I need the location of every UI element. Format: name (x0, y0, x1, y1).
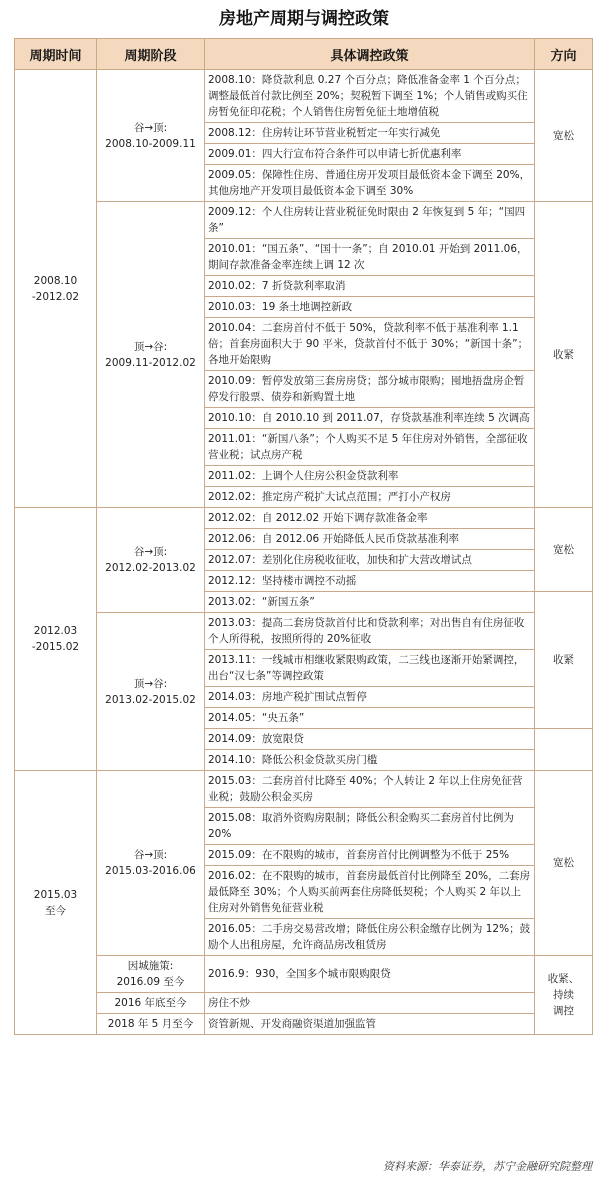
direction-cell-empty (535, 729, 593, 771)
cycle-stage: 谷→顶: 2012.02-2013.02 (97, 508, 205, 613)
table-row (15, 771, 593, 808)
cycle-stage: 顶→谷: 2013.02-2015.02 (97, 613, 205, 771)
cycle-stage: 2018 年 5 月至今 (97, 1014, 205, 1035)
cycle-stage: 2016 年底至今 (97, 993, 205, 1014)
policy-cell: 2015.09：在不限购的城市，首套房首付比例调整为不低于 25% (205, 845, 535, 866)
header-cycle-stage: 周期阶段 (97, 39, 205, 70)
policy-cell: 2012.02：推定房产税扩大试点范围；严打小产权房 (205, 487, 535, 508)
direction-cell: 宽松 (535, 771, 593, 956)
policy-cell: 房住不炒 (205, 993, 535, 1014)
policy-cell: 2010.03：19 条土地调控新政 (205, 297, 535, 318)
policy-cell: 2008.12：住房转让环节营业税暂定一年实行减免 (205, 123, 535, 144)
policy-cell: 2014.09：放宽限贷 (205, 729, 535, 750)
header-cycle-time: 周期时间 (15, 39, 97, 70)
policy-cell: 2010.04：二套房首付不低于 50%，贷款利率不低于基准利率 1.1 倍；首套房面积大于 90 平米，贷款首付不低于 30%；“新国十条”；各地开始限购 (205, 318, 535, 371)
policy-cell: 2016.02：在不限购的城市，首套房最低首付比例降至 20%，二套房最低降至 30%；个人购买前两套住房降低契税；个人购买 2 年以上住房对外销售免征营业税 (205, 866, 535, 919)
policy-cell: 2016.9：930，全国多个城市限购限贷 (205, 956, 535, 993)
policy-cell: 2012.06：自 2012.06 开始降低人民币贷款基准利率 (205, 529, 535, 550)
cycle-stage: 顶→谷: 2009.11-2012.02 (97, 202, 205, 508)
policy-cell: 2013.02：“新国五条” (205, 592, 535, 613)
policy-cell: 2015.08：取消外资购房限制；降低公积金购买二套房首付比例为 20% (205, 808, 535, 845)
page-title: 房地产周期与调控政策 (219, 9, 389, 29)
table-row (15, 70, 593, 123)
policy-cell: 2010.02：7 折贷款利率取消 (205, 276, 535, 297)
cycle-time: 2012.03 -2015.02 (15, 508, 97, 771)
cycle-stage: 谷→顶: 2008.10-2009.11 (97, 70, 205, 202)
header-direction: 方向 (535, 39, 593, 70)
table-row (15, 1014, 593, 1035)
table-header-row (15, 39, 593, 70)
table-row (15, 508, 593, 529)
cycle-stage: 因城施策: 2016.09 至今 (97, 956, 205, 993)
policy-cell: 资管新规、开发商融资渠道加强监管 (205, 1014, 535, 1035)
table-row (15, 613, 593, 650)
cycle-stage: 谷→顶: 2015.03-2016.06 (97, 771, 205, 956)
direction-cell: 收紧 (535, 592, 593, 729)
direction-cell: 收紧、 持续 调控 (535, 956, 593, 1035)
direction-cell: 宽松 (535, 70, 593, 202)
table-row (15, 993, 593, 1014)
policy-cell: 2008.10：降贷款利息 0.27 个百分点；降低准备金率 1 个百分点；调整最低首付款比例至 20%；契税暂下调至 1%；个人销售或购买住房暂免征印花税；个人销售住房暂免征土地增值税 (205, 70, 535, 123)
policy-cell: 2011.01：“新国八条”；个人购买不足 5 年住房对外销售，全部征收营业税；试点房产税 (205, 429, 535, 466)
policy-cell: 2011.02：上调个人住房公积金贷款利率 (205, 466, 535, 487)
direction-cell: 宽松 (535, 508, 593, 592)
policy-cell: 2010.10：自 2010.10 到 2011.07，存贷款基准利率连续 5 次调高 (205, 408, 535, 429)
policy-cell: 2009.12：个人住房转让营业税征免时限由 2 年恢复到 5 年；“国四条” (205, 202, 535, 239)
policy-cell: 2014.03：房地产税扩围试点暂停 (205, 687, 535, 708)
header-policy: 具体调控政策 (205, 39, 535, 70)
policy-cell: 2009.05：保障性住房、普通住房开发项目最低资本金下调至 20%，其他房地产开发项目最低资本金下调至 30% (205, 165, 535, 202)
policy-cell: 2014.05：“央五条” (205, 708, 535, 729)
policy-cell: 2012.07：差别化住房税收征收，加快和扩大营改增试点 (205, 550, 535, 571)
policy-cell: 2010.09：暂停发放第三套房房贷；部分城市限购；囤地捂盘房企暂停发行股票、债券和新购置土地 (205, 371, 535, 408)
source-note: 资料来源：华泰证券，苏宁金融研究院整理 (383, 1160, 592, 1173)
policy-cell: 2015.03：二套房首付比降至 40%；个人转让 2 年以上住房免征营业税；鼓励公积金买房 (205, 771, 535, 808)
policy-cell: 2014.10：降低公积金贷款买房门槛 (205, 750, 535, 771)
cycle-time: 2008.10 -2012.02 (15, 70, 97, 508)
table-row (15, 202, 593, 239)
policy-cell: 2013.03：提高二套房贷款首付比和贷款利率；对出售自有住房征收个人所得税，按照所得的 20%征收 (205, 613, 535, 650)
policy-table (14, 38, 593, 1035)
cycle-time: 2015.03 至今 (15, 771, 97, 1035)
policy-cell: 2010.01：“国五条”、“国十一条”；自 2010.01 开始到 2011.06，期间存款准备金率连续上调 12 次 (205, 239, 535, 276)
table-row (15, 956, 593, 993)
policy-cell: 2009.01：四大行宣布符合条件可以申请七折优惠利率 (205, 144, 535, 165)
policy-cell: 2013.11：一线城市相继收紧限购政策，二三线也逐渐开始紧调控，出台“汉七条”等调控政策 (205, 650, 535, 687)
policy-cell: 2012.02：自 2012.02 开始下调存款准备金率 (205, 508, 535, 529)
policy-cell: 2012.12：坚持楼市调控不动摇 (205, 571, 535, 592)
policy-cell: 2016.05：二手房交易营改增；降低住房公积金缴存比例为 12%；鼓励个人出租房屋，允许商品房改租赁房 (205, 919, 535, 956)
direction-cell: 收紧 (535, 202, 593, 508)
